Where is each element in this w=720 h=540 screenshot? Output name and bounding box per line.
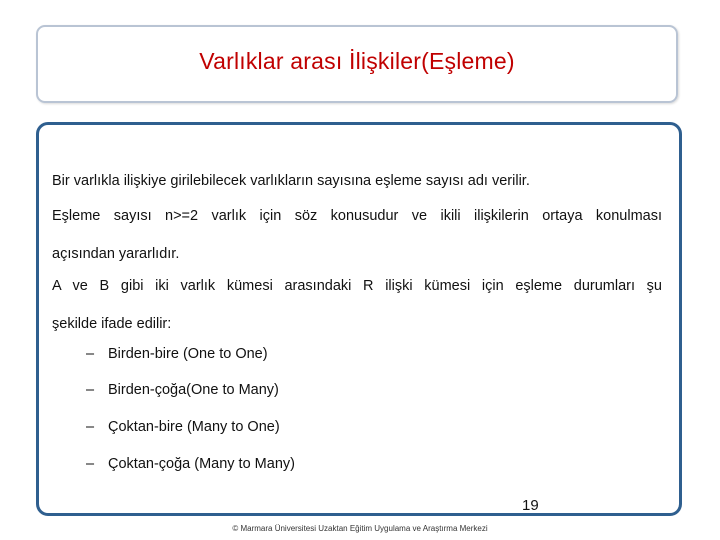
footer-copyright: © Marmara Üniversitesi Uzaktan Eğitim Uygulama ve Araştırma Merkezi	[232, 524, 488, 533]
bullet-dash: –	[86, 346, 95, 362]
bullet-item	[86, 343, 268, 365]
paragraph-mapping	[52, 275, 662, 351]
bullet-dash: –	[86, 456, 95, 472]
paragraph-usage	[52, 205, 662, 281]
paragraph-line: Eşleme sayısı n>=2 varlık için söz konusudur ve ikili ilişkilerin ortaya konulması	[52, 208, 662, 224]
bullet-text: Birden-bire (One to One)	[108, 346, 268, 362]
page-number: 19	[522, 497, 539, 514]
bullet-item	[86, 416, 280, 438]
bullet-text: Çoktan-çoğa (Many to Many)	[108, 456, 295, 472]
paragraph-line: açısından yararlıdır.	[52, 246, 180, 262]
paragraph-line: A ve B gibi iki varlık kümesi arasındaki R ilişki kümesi için eşleme durumları şu	[52, 278, 662, 294]
paragraph-line: şekilde ifade edilir:	[52, 316, 172, 332]
bullet-item	[86, 453, 295, 475]
paragraph-definition	[52, 170, 662, 208]
bullet-text: Çoktan-bire (Many to One)	[108, 419, 280, 435]
bullet-item	[86, 379, 279, 401]
bullet-text: Birden-çoğa(One to Many)	[108, 382, 279, 398]
paragraph-line: Bir varlıkla ilişkiye girilebilecek varlıkların sayısına eşleme sayısı adı verilir.	[52, 173, 530, 189]
slide-title: Varlıklar arası İlişkiler(Eşleme)	[199, 47, 515, 74]
bullet-dash: –	[86, 419, 95, 435]
title-box	[36, 25, 678, 103]
bullet-dash: –	[86, 382, 95, 398]
